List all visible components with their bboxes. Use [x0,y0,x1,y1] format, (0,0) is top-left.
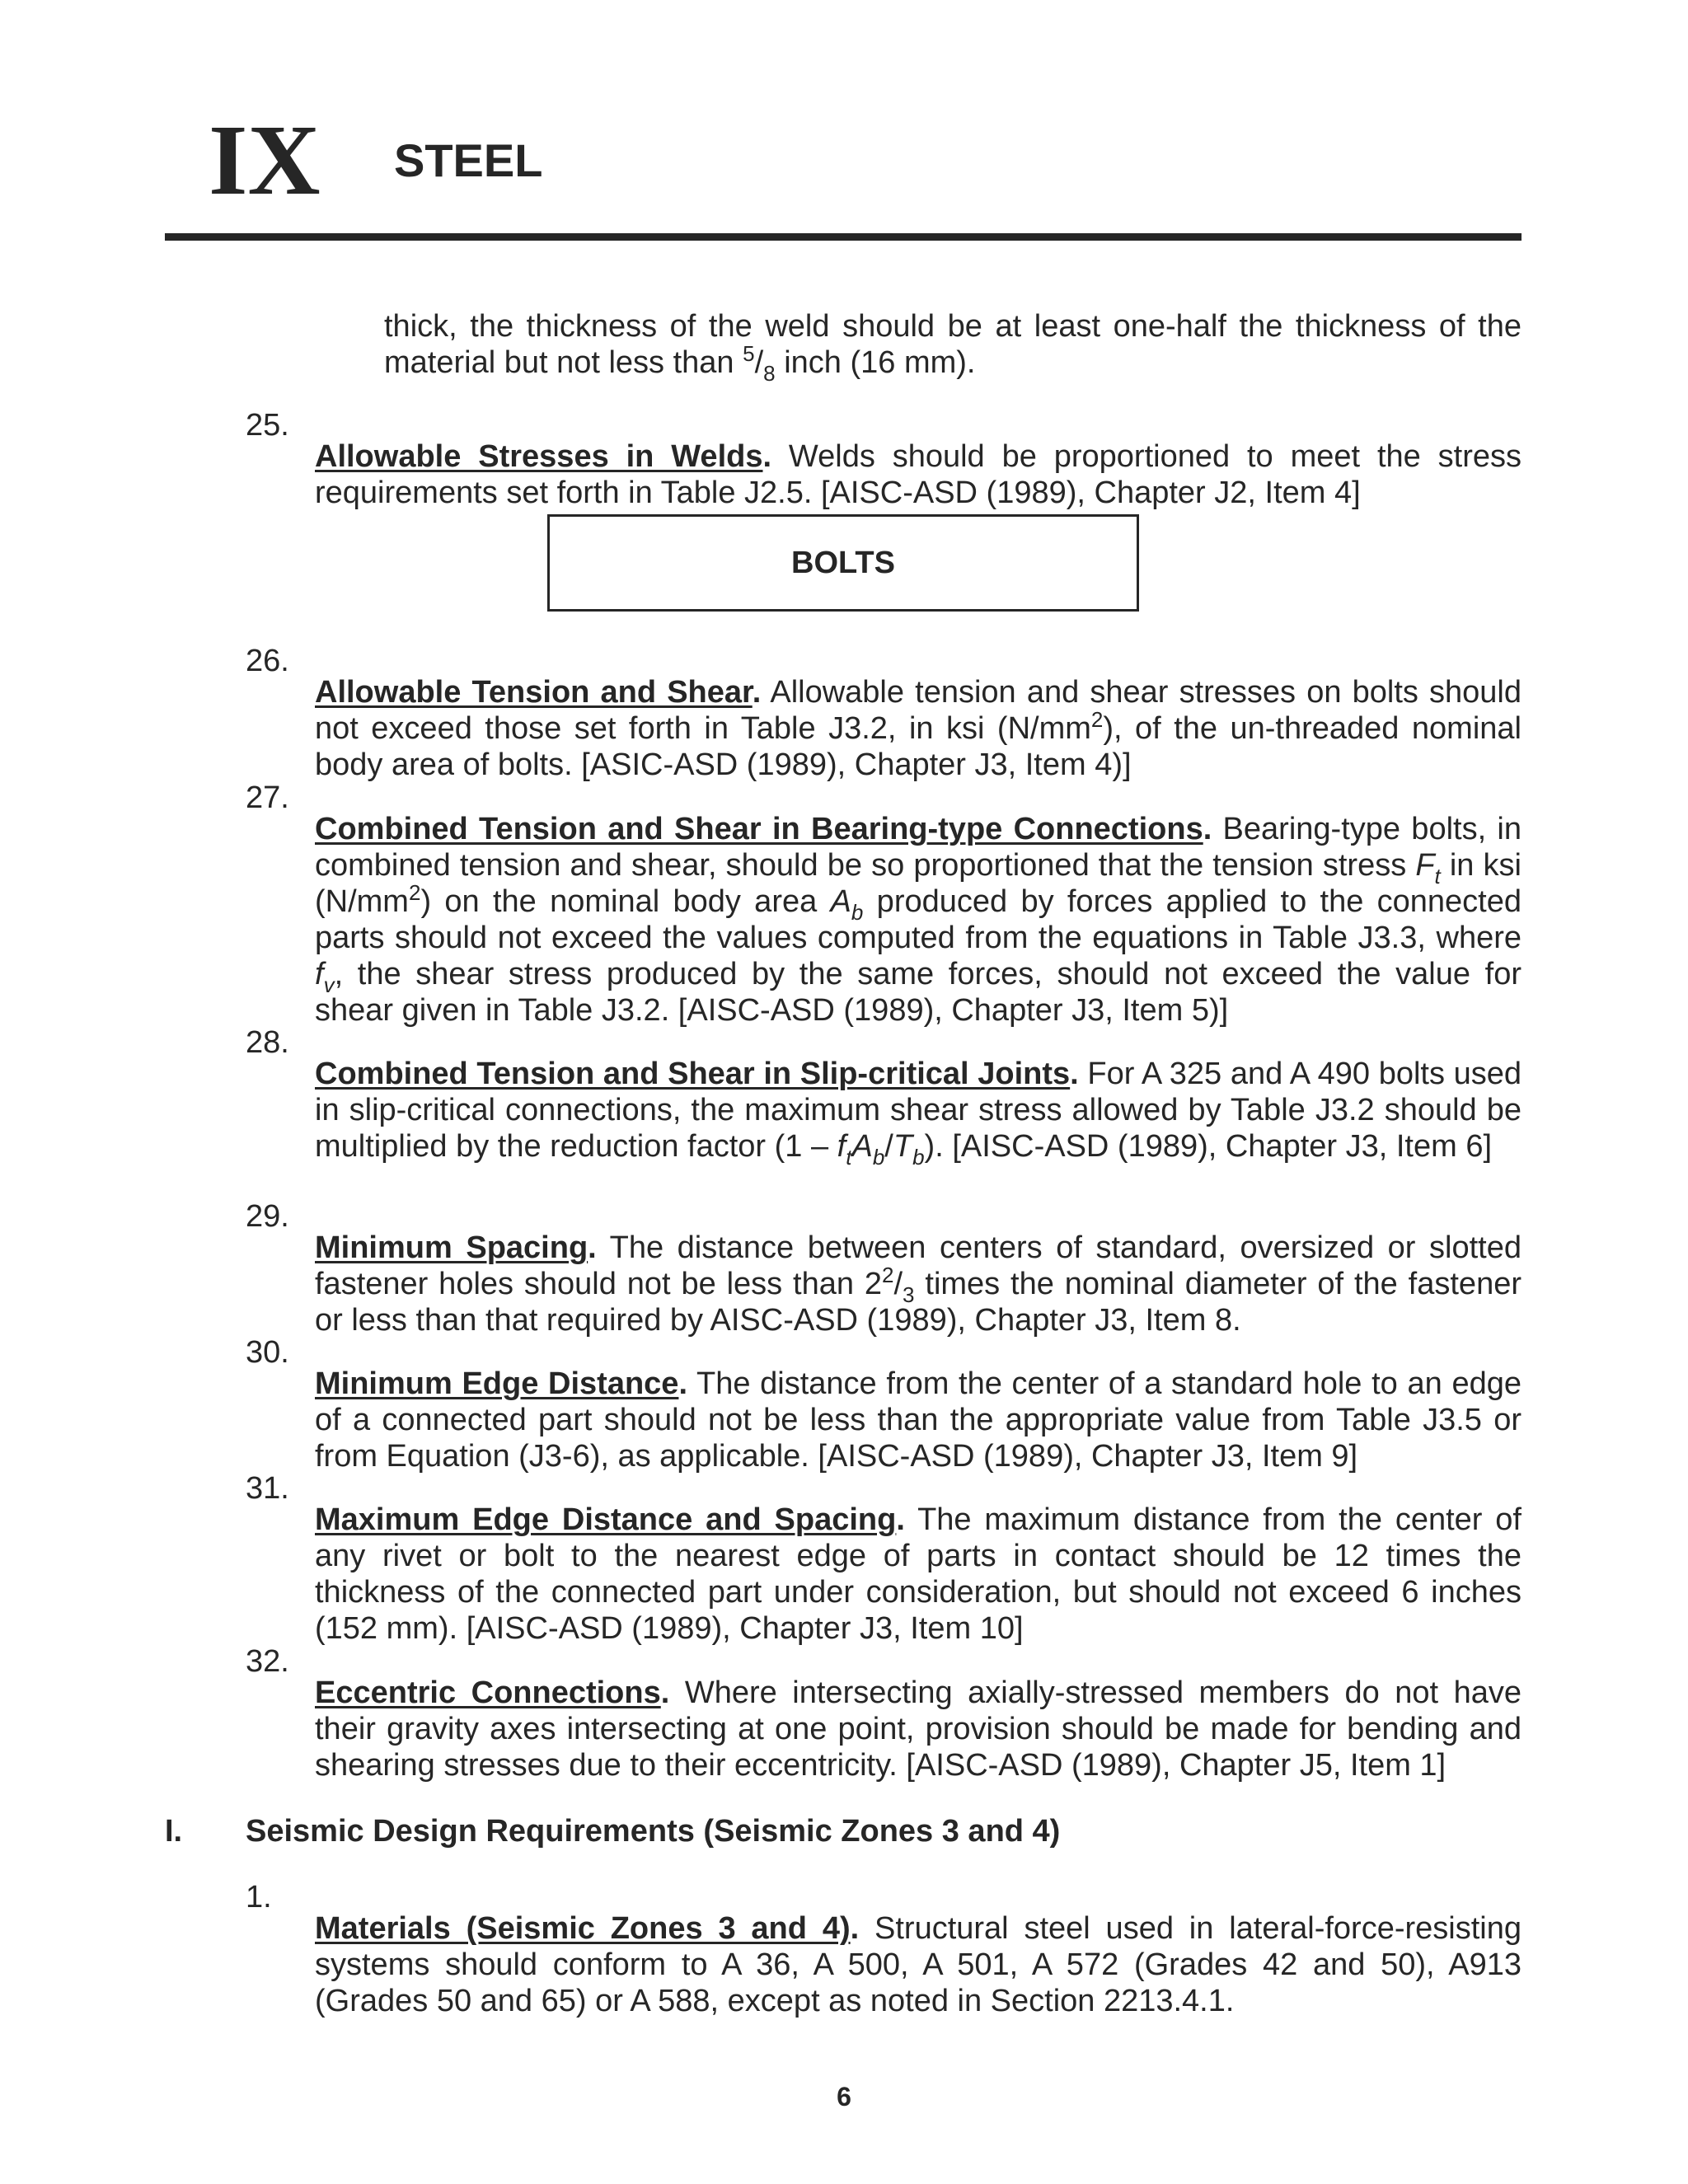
item-title: Eccentric Connections [315,1675,661,1710]
fraction-numerator: 2 [882,1263,894,1287]
list-item-27 [246,780,1522,1060]
item-number: 25. [246,408,289,443]
item-text: The distance between centers of standard, oversized or slotted fastener holes should not be less than 2 [315,1230,1522,1301]
item-title: Materials (Seismic Zones 3 and 4) [315,1911,851,1946]
item-number: 30. [246,1335,289,1370]
symbol-f: f [315,957,324,991]
item-text: times the nominal diameter of the fastener or less than that required by AISC-ASD (1989), Chapter J3, Item 8. [315,1267,1522,1338]
header-rule [165,233,1522,241]
item-title: Minimum Edge Distance [315,1366,679,1401]
fraction-numerator: 5 [743,341,755,366]
title-period: . [660,1675,670,1710]
symbol-A: A [830,884,851,919]
item-text: Where intersecting axially-stressed members do not have their gravity axes intersecting at one point, provision should be made for bending and shearing stresses due to their eccentricity. [AISC-ASD (1989), Chapter J5, Item 1] [315,1675,1522,1783]
item-number: 29. [246,1199,289,1234]
list-item-28 [246,1024,1522,1196]
superscript: 2 [408,880,421,905]
subscript: t [1434,864,1441,888]
item-number: 1. [246,1880,272,1915]
item-text: in ksi (N/mm [315,848,1522,919]
title-period: . [896,1502,905,1537]
fraction-slash: / [754,345,764,380]
symbol-T: T [893,1129,913,1164]
item-title: Allowable Stresses in Welds [315,439,763,474]
title-period: . [1070,1057,1079,1091]
section-letter: I. [165,1814,183,1849]
item-text: , the shear stress produced by the same forces, should not exceed the value for shear given in Table J3.2. [AISC-ASD (1989), Chapter J3, Item 5)] [315,957,1522,1028]
item-number: 26. [246,644,289,678]
item-text: Allowable tension and shear stresses on bolts should not exceed those set forth in Table J3.2, in ksi (N/mm [315,675,1522,746]
item-title: Allowable Tension and Shear [315,675,753,710]
symbol-F: F [1415,848,1435,883]
section-list-item-1 [246,1879,1522,2050]
item-text: For A 325 and A 490 bolts used in slip-critical connections, the maximum shear stress allowed by Table J3.2 should be multiplied by the reduction factor (1 – [315,1057,1522,1164]
item-number: 32. [246,1644,289,1679]
item-title: Combined Tension and Shear in Slip-critical Joints [315,1057,1071,1091]
item-text: ), of the un-threaded nominal body area of bolts. [ASIC-ASD (1989), Chapter J3, Item 4)] [315,711,1522,782]
item-number: 31. [246,1471,289,1506]
chapter-title: STEEL [394,134,543,186]
continuation-paragraph [384,308,1522,386]
item-text: Structural steel used in lateral-force-resisting systems should conform to A 36, A 500, A 501, A 572 (Grades 42 and 50), A913 (Grades 50 and 65) or A 588, except as noted in Section 2213.4.1. [315,1911,1522,2018]
section-title: Seismic Design Requirements (Seismic Zones 3 and 4) [246,1814,1061,1849]
symbol-f: f [837,1129,846,1164]
fraction-denominator: 8 [763,361,776,386]
symbol-A: A [851,1129,873,1164]
chapter-number: IX [209,105,321,216]
page-number: 6 [837,2082,851,2111]
subscript: b [912,1145,925,1169]
item-title: Maximum Edge Distance and Spacing [315,1502,897,1537]
fraction-denominator: 3 [903,1282,915,1307]
title-period: . [588,1230,597,1265]
bolts-heading: BOLTS [791,546,895,580]
item-text: ). [AISC-ASD (1989), Chapter J3, Item 6] [924,1129,1493,1164]
item-text: The maximum distance from the center of any rivet or bolt to the nearest edge of parts in contact should be 12 times the thickness of the connected part under consideration, but should not exceed 6 inches (152 mm). [AISC-ASD (1989), Chapter J3, Item 10] [315,1502,1522,1646]
item-title: Combined Tension and Shear in Bearing-type Connections [315,812,1203,846]
item-text: Welds should be proportioned to meet the stress requirements set forth in Table J2.5. [AISC-ASD (1989), Chapter J2, Item 4] [315,439,1522,510]
title-period: . [762,439,772,474]
item-text: produced by forces applied to the connected parts should not exceed the values computed from the equations in Table J3.3, where [315,884,1522,955]
item-text: ) on the nominal body area [420,884,831,919]
list-item-32 [246,1643,1522,1815]
continuation-text-end: inch (16 mm). [775,345,976,380]
item-number: 27. [246,780,289,815]
subscript: v [323,972,335,997]
title-period: . [850,1911,860,1946]
division-slash: / [884,1129,893,1164]
superscript: 2 [1090,707,1104,732]
subscript: t [846,1145,852,1169]
continuation-text: thick, the thickness of the weld should be at least one-half the thickness of the material but not less than [384,309,1522,380]
item-text: The distance from the center of a standard hole to an edge of a connected part should not be less than the appropriate value from Table J3.5 or from Equation (J3-6), as applicable. [AISC-ASD (1989), Chapter J3, Item 9] [315,1366,1522,1474]
title-period: . [678,1366,687,1401]
item-number: 28. [246,1025,289,1060]
fraction-slash: / [893,1267,903,1301]
title-period: . [1203,812,1212,846]
bolts-heading-box [547,514,1139,612]
subscript: b [872,1145,885,1169]
item-text: Bearing-type bolts, in combined tension and shear, should be so proportioned that the tension stress [315,812,1522,883]
title-period: . [752,675,762,710]
subscript: b [851,900,864,925]
item-title: Minimum Spacing [315,1230,588,1265]
